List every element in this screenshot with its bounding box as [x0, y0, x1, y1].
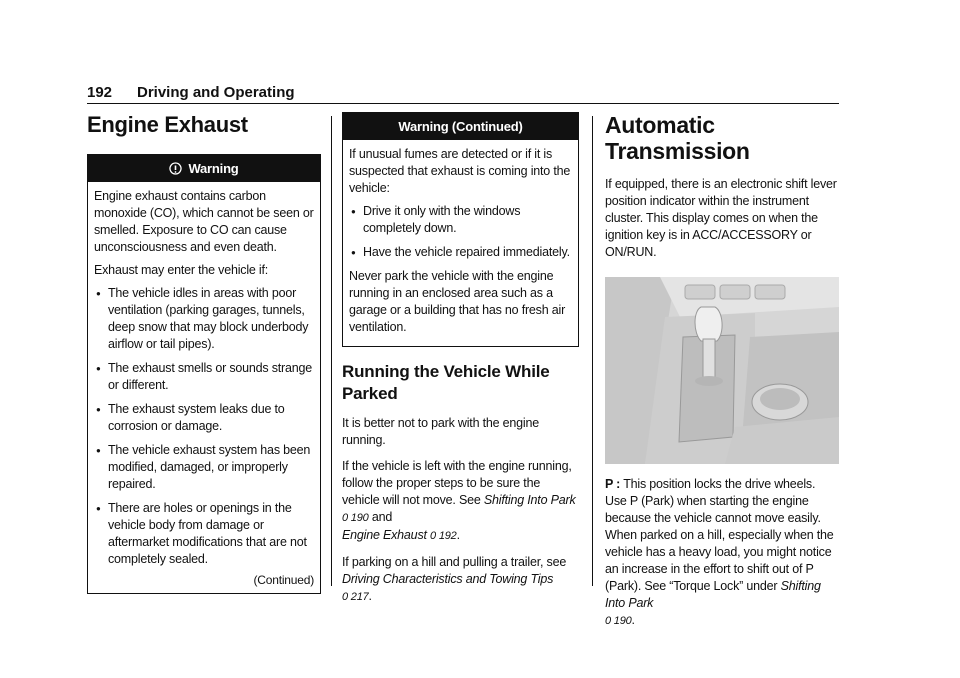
column-3 [605, 112, 839, 639]
warning-paragraph: Engine exhaust contains carbon monoxide (CO), which cannot be seen or smelled. Exposure to CO can cause unconsciousness and even death. [94, 189, 314, 254]
page-header [87, 84, 839, 104]
engine-exhaust-heading: Engine Exhaust [87, 112, 248, 137]
page-reference[interactable]: 0 190 [342, 512, 369, 524]
body-paragraph: If the vehicle is left with the engine running, follow the proper steps to be sure the vehicle will not move. See Shifting Into Park 0 190 and Engine Exhaust 0 192. [342, 459, 576, 542]
page-number: 192 [87, 84, 113, 101]
column-divider [331, 116, 332, 586]
park-description: P : This position locks the drive wheels. Use P (Park) when starting the engine because the vehicle cannot move easily. When parked on a hill, especially when the vehicle has a heavy load, you might notice an increase in the effort to shift out of P (Park). See “Torque Lock” under Shifting Into Park 0 190. [605, 477, 834, 627]
warning-list [94, 285, 314, 568]
column-1 [87, 112, 321, 594]
warning-paragraph: Never park the vehicle with the engine running in an enclosed area such as a garage or a building that has no fresh air ventilation. [349, 269, 566, 334]
page-reference[interactable]: 0 217 [342, 591, 369, 603]
warning-paragraph: If unusual fumes are detected or if it is suspected that exhaust is coming into the vehicle: [349, 147, 571, 195]
warning-box [87, 154, 321, 594]
shift-lever-photo [605, 277, 839, 464]
list-item: ● There are holes or openings in the vehicle body from damage or aftermarket modifications that are not completely sealed. [94, 500, 314, 568]
warning-paragraph: Exhaust may enter the vehicle if: [94, 263, 269, 277]
list-item: ● Drive it only with the windows completely down. [349, 203, 572, 237]
warning-title: Warning [188, 161, 239, 176]
engine-exhaust-link[interactable]: Engine Exhaust [342, 528, 427, 542]
page-reference[interactable]: 0 190 [605, 615, 632, 627]
shifting-into-park-link[interactable]: Shifting Into Park [483, 493, 576, 507]
list-item: ● The exhaust smells or sounds strange or different. [94, 360, 314, 394]
list-item: ● The exhaust system leaks due to corrosion or damage. [94, 401, 314, 435]
warning-title-bar [88, 155, 320, 182]
column-divider [592, 116, 593, 586]
warning-list [349, 203, 572, 261]
warning-title-bar: Warning (Continued) [343, 113, 578, 140]
list-item: ● The vehicle idles in areas with poor ventilation (parking garages, tunnels, deep snow that may block underbody airflow or tail pipes). [94, 285, 314, 353]
body-paragraph: If parking on a hill and pulling a trailer, see Driving Characteristics and Towing Tips 0 217. [342, 555, 567, 603]
warning-icon [169, 158, 182, 185]
body-paragraph: It is better not to park with the engine running. [342, 416, 539, 447]
page-reference[interactable]: 0 192 [430, 530, 457, 542]
list-item: ● The vehicle exhaust system has been modified, damaged, or improperly repaired. [94, 442, 314, 493]
towing-tips-link[interactable]: Driving Characteristics and Towing Tips [342, 572, 554, 586]
list-item: ● Have the vehicle repaired immediately. [349, 244, 572, 261]
column-2 [342, 112, 579, 615]
continued-label: (Continued) [253, 573, 314, 587]
shifting-into-park-link[interactable]: Shifting Into Park [605, 579, 821, 610]
running-parked-heading: Running the Vehicle While Parked [342, 362, 550, 403]
section-title: Driving and Operating [137, 84, 295, 101]
warning-box-continued [342, 112, 579, 347]
body-paragraph: If equipped, there is an electronic shift lever position indicator within the instrument cluster. This display comes on when the ignition key is in ACC/ACCESSORY or ON/RUN. [605, 177, 837, 259]
automatic-transmission-heading: Automatic Transmission [605, 112, 750, 164]
park-label: P : [605, 477, 621, 491]
